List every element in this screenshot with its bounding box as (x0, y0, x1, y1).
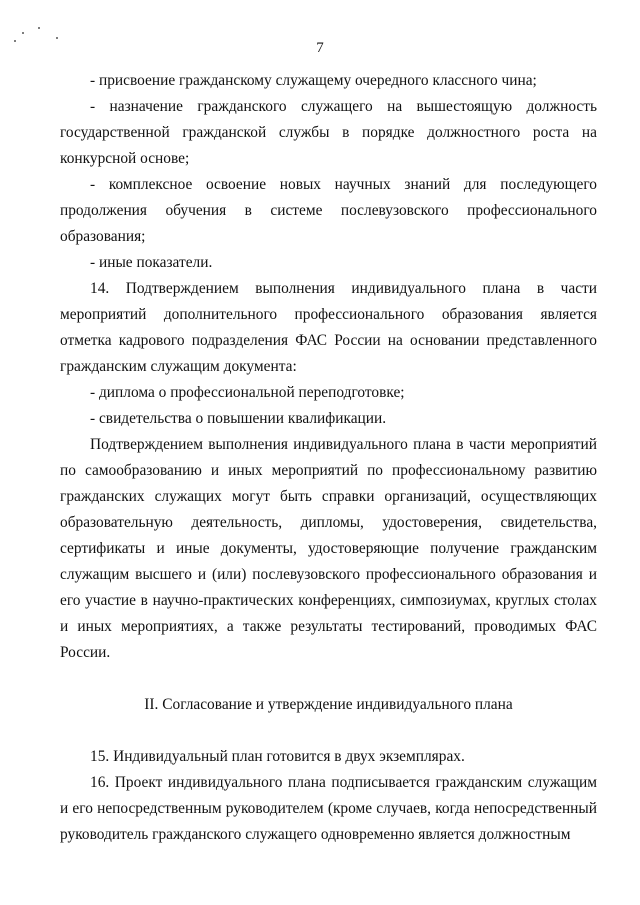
list-item-diploma: - диплома о профессиональной переподготовке; (90, 384, 405, 401)
list-item-certificate: - свидетельства о повышении квалификации. (90, 410, 387, 427)
clause-16: 16. Проект индивидуального плана подписывается гражданским служащим и его непосредственным руководителем (кроме случаев, когда непосредственный руководитель гражданского служащего одновременно является должностным (60, 774, 597, 843)
list-item-appointment: - назначение гражданского служащего на вышестоящую должность государственной гражданской службы в порядке должностного роста на конкурсной основе; (60, 98, 597, 167)
page-number: 7 (316, 40, 324, 56)
document-body (60, 68, 597, 848)
section-heading: II. Согласование и утверждение индивидуального плана (144, 696, 513, 713)
paragraph-confirmation: Подтверждением выполнения индивидуального плана в части мероприятий по самообразованию и иных мероприятий по профессиональному развитию гражданских служащих могут быть справки организаций, осуществляющих образовательную деятельность, дипломы, удостоверения, свидетельства, сертификаты и иные документы, удостоверяющие получение гражданским служащим высшего и (или) послевузовского профессионального образования и его участие в научно-практических конференциях, симпозиумах, круглых столах и иных мероприятиях, а также результаты тестирований, проводимых ФАС России. (60, 436, 597, 661)
scan-speck (22, 32, 24, 34)
clause-14: 14. Подтверждением выполнения индивидуального плана в части мероприятий дополнительного профессионального образования является отметка кадрового подразделения ФАС России на основании представленного гражданским служащим документа: (60, 280, 597, 375)
scan-speck (56, 37, 58, 39)
clause-15: 15. Индивидуальный план готовится в двух экземплярах. (90, 748, 465, 765)
list-item-knowledge: - комплексное освоение новых научных знаний для последующего продолжения обучения в системе послевузовского профессионального образования; (60, 176, 597, 245)
spacer (60, 666, 597, 692)
scan-speck (38, 27, 40, 29)
list-item-other: - иные показатели. (90, 254, 213, 271)
spacer (60, 718, 597, 744)
list-item-rank: - присвоение гражданскому служащему очередного классного чина; (90, 72, 537, 89)
